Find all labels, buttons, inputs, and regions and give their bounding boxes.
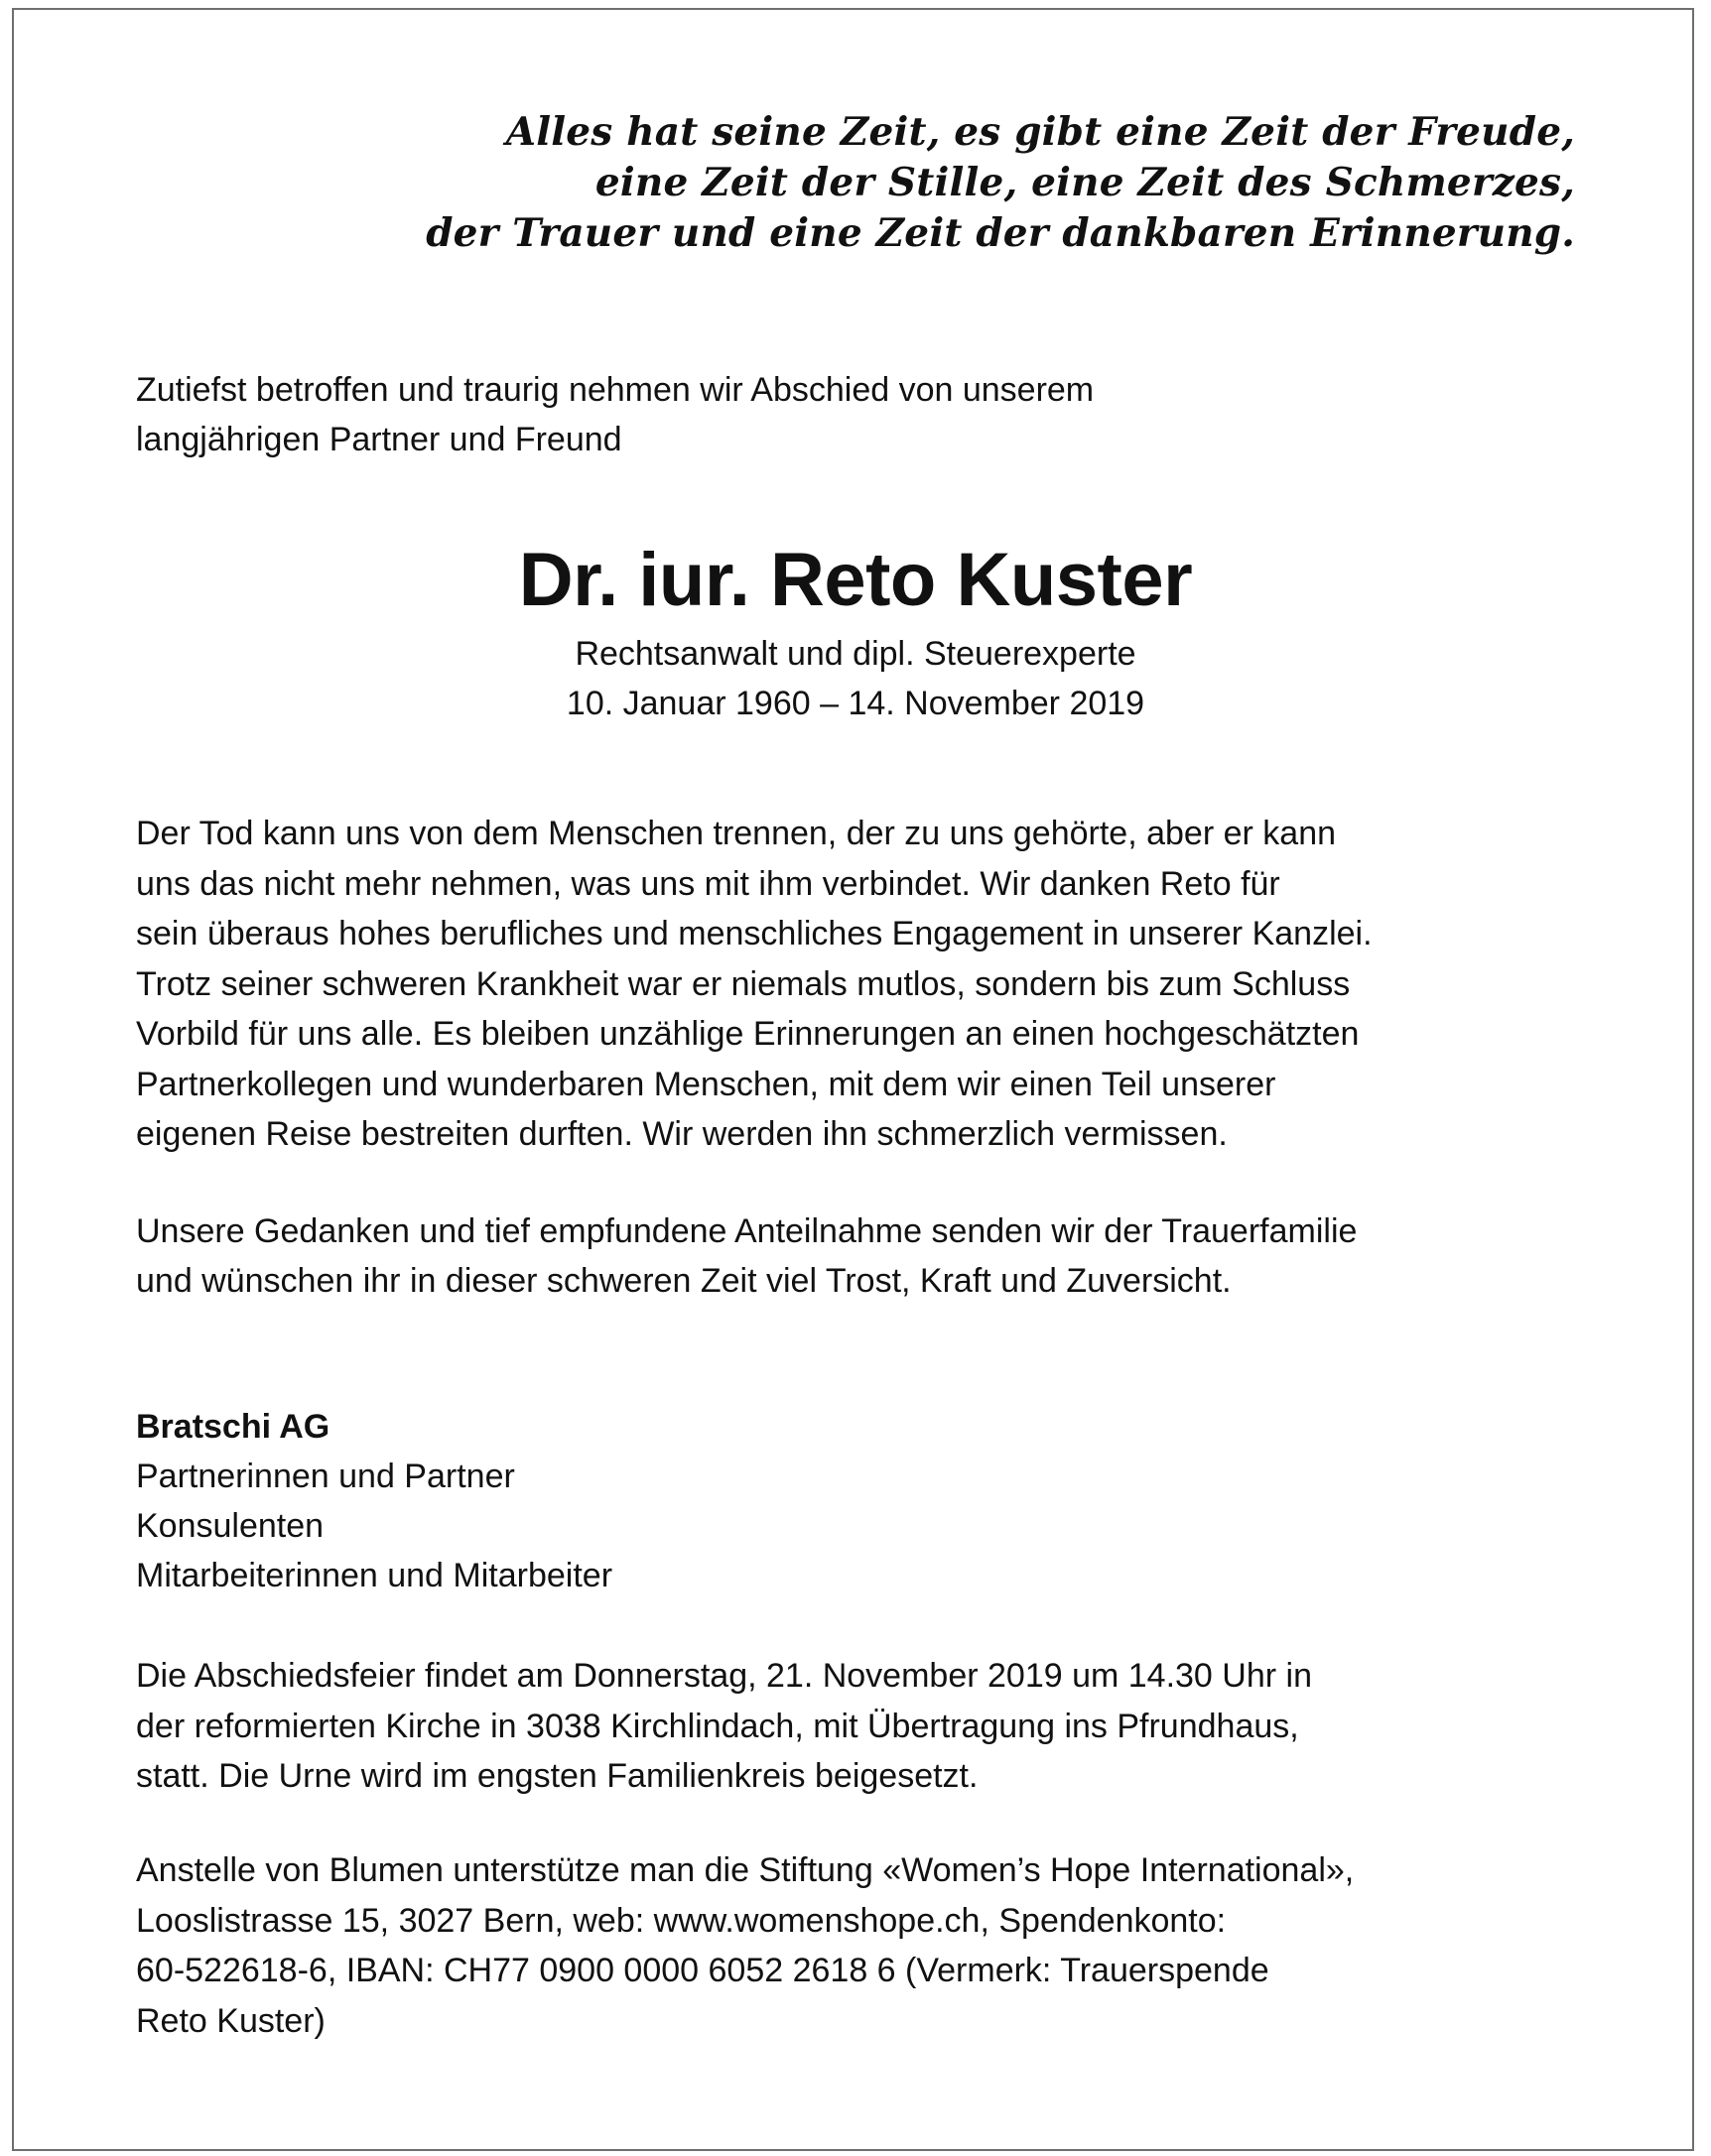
ceremony-info [136, 1651, 1312, 1802]
donation-line: 60-522618-6, IBAN: CH77 0900 0000 6052 2618 6 (Vermerk: Trauerspende [136, 1952, 1269, 1989]
tribute-text [136, 809, 1595, 1307]
deceased-name: Dr. iur. Reto Kuster [518, 538, 1193, 622]
ceremony-line: statt. Die Urne wird im engsten Familienkreis beigesetzt. [136, 1757, 979, 1795]
intro-line: Zutiefst betroffen und traurig nehmen wir Abschied von unserem [136, 371, 1095, 409]
firm-name: Bratschi AG [136, 1408, 330, 1446]
tribute-line: Trotz seiner schweren Krankheit war er niemals mutlos, sondern bis zum Schluss [136, 964, 1351, 1003]
intro-text [136, 365, 1094, 464]
motto-quote [426, 107, 1575, 259]
motto-line: Alles hat seine Zeit, es gibt eine Zeit der Freude, [505, 109, 1575, 155]
tribute-line: uns das nicht mehr nehmen, was uns mit ihm verbindet. Wir danken Reto für [136, 864, 1280, 903]
tribute-paragraph-1 [136, 809, 1595, 1160]
ceremony-line: Die Abschiedsfeier findet am Donnerstag, 21. November 2019 um 14.30 Uhr in [136, 1657, 1312, 1695]
motto-line: der Trauer und eine Zeit der dankbaren Erinnerung. [426, 210, 1575, 256]
donation-line: Anstelle von Blumen unterstütze man die Stiftung «Women’s Hope International», [136, 1851, 1355, 1889]
intro-line: langjährigen Partner und Freund [136, 421, 622, 458]
tribute-line: sein überaus hohes berufliches und menschliches Engagement in unserer Kanzlei. [136, 915, 1373, 952]
tribute-line: Partnerkollegen und wunderbaren Menschen, mit dem wir einen Teil unserer [136, 1065, 1276, 1103]
tribute-paragraph-2 [136, 1206, 1595, 1307]
tribute-line: und wünschen ihr in dieser schweren Zeit viel Trost, Kraft und Zuversicht. [136, 1262, 1232, 1300]
ceremony-line: der reformierten Kirche in 3038 Kirchlindach, mit Übertragung ins Pfrundhaus, [136, 1707, 1299, 1745]
signatory-group: Konsulenten [136, 1507, 325, 1545]
tribute-line: Vorbild für uns alle. Es bleiben unzählige Erinnerungen an einen hochgeschätzten [136, 1015, 1360, 1053]
tribute-line: eigenen Reise bestreiten durften. Wir werden ihn schmerzlich vermissen. [136, 1115, 1228, 1153]
donation-line: Reto Kuster) [136, 2001, 326, 2040]
donation-info [136, 1845, 1354, 2046]
signatory-group: Partnerinnen und Partner [136, 1458, 515, 1495]
donation-line: Looslistrasse 15, 3027 Bern, web: www.womenshope.ch, Spendenkonto: [136, 1901, 1227, 1940]
motto-line: eine Zeit der Stille, eine Zeit des Schmerzes, [594, 160, 1575, 205]
deceased-block [0, 536, 1711, 728]
tribute-line: Der Tod kann uns von dem Menschen trennen, der zu uns gehörte, aber er kann [136, 815, 1337, 852]
signatory-group: Mitarbeiterinnen und Mitarbeiter [136, 1557, 613, 1594]
signature-block [136, 1402, 612, 1600]
tribute-line: Unsere Gedanken und tief empfundene Anteilnahme senden wir der Trauerfamilie [136, 1211, 1358, 1250]
deceased-profession: Rechtsanwalt und dipl. Steuerexperte [575, 635, 1136, 673]
life-dates: 10. Januar 1960 – 14. November 2019 [566, 685, 1145, 722]
